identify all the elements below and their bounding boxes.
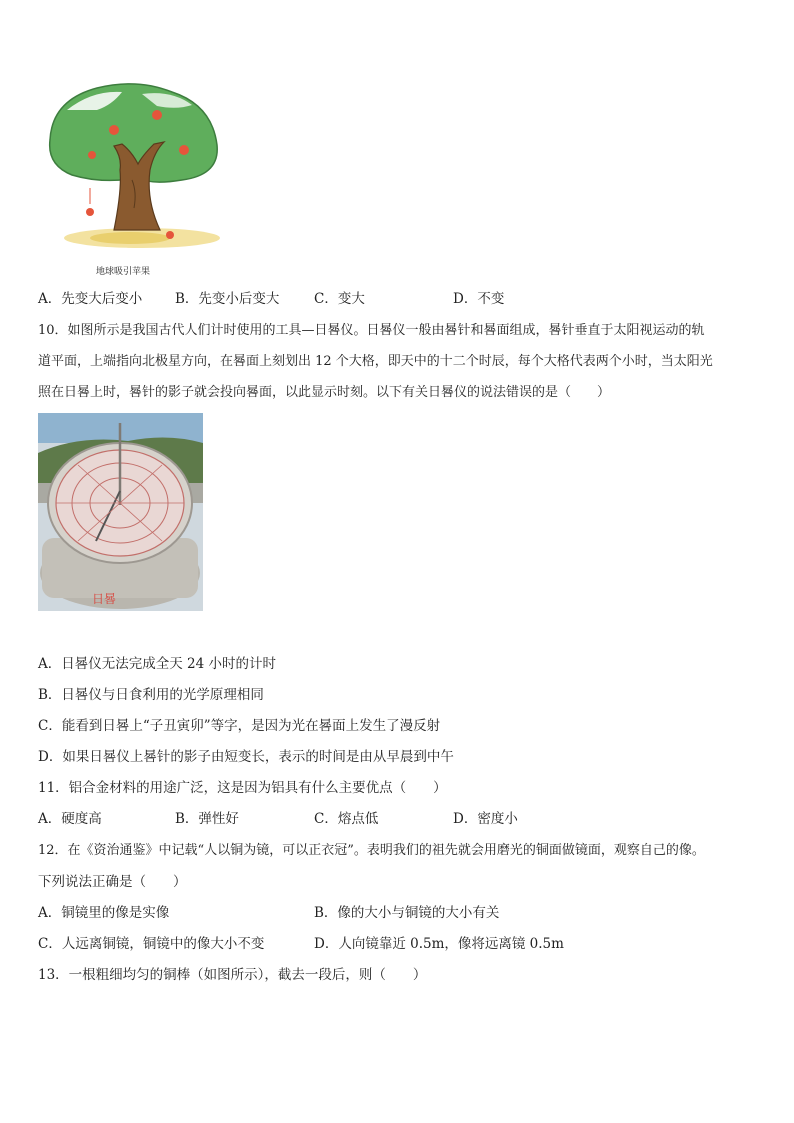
q10-stem-line-2: 道平面，上端指向北极星方向，在晷面上刻划出 12 个大格，即天中的十二个时辰，每个大格代表两个小时，当太阳光 — [38, 354, 713, 369]
figure-caption: 地球吸引苹果 — [96, 267, 151, 277]
q11-option-a: A．硬度高 — [38, 811, 102, 827]
q12-stem-line-1: 12．在《资治通鉴》中记载“人以铜为镜，可以正衣冠”。表明我们的祖先就会用磨光的铜面做镜面，观察自己的像。 — [38, 843, 705, 858]
q10-option-d: D．如果日晷仪上晷针的影子由短变长，表示的时间是由从早晨到中午 — [38, 749, 454, 765]
q12-stem-line-2: 下列说法正确是（ ） — [38, 874, 187, 890]
q10-option-a: A．日晷仪无法完成全天 24 小时的计时 — [38, 656, 277, 672]
q9-option-a: A．先变大后变小 — [38, 291, 143, 307]
sundial-illustration — [38, 413, 203, 611]
q12-option-d: D．人向镜靠近 0.5m，像将远离镜 0.5m — [314, 936, 564, 952]
q10-stem-line-3: 照在日晷上时，晷针的影子就会投向晷面，以此显示时刻。以下有关日晷仪的说法错误的是（ ） — [38, 385, 611, 400]
q9-option-d: D．不变 — [453, 291, 505, 307]
q11-option-b: B．弹性好 — [175, 811, 239, 827]
sundial-label: 日晷 — [92, 592, 117, 606]
apple-tree-figure — [42, 80, 222, 260]
q11-option-c: C．熔点低 — [314, 811, 379, 827]
q10-stem-line-1: 10．如图所示是我国古代人们计时使用的工具—日晷仪。日晷仪一般由晷针和晷面组成，晷针垂直于太阳视运动的轨 — [38, 323, 705, 338]
q11-stem: 11．铝合金材料的用途广泛，这是因为铝具有什么主要优点（ ） — [38, 780, 447, 796]
q9-option-c: C．变大 — [314, 291, 365, 307]
q12-option-b: B．像的大小与铜镜的大小有关 — [314, 905, 500, 921]
q11-option-d: D．密度小 — [453, 811, 518, 827]
apple-tree-illustration — [42, 80, 222, 260]
q10-option-b: B．日晷仪与日食利用的光学原理相同 — [38, 687, 264, 703]
q9-option-b: B．先变小后变大 — [175, 291, 280, 307]
q13-stem: 13．一根粗细均匀的铜棒（如图所示），截去一段后，则（ ） — [38, 967, 427, 983]
q10-option-c: C．能看到日晷上“子丑寅卯”等字，是因为光在晷面上发生了漫反射 — [38, 718, 441, 734]
q12-option-c: C．人远离铜镜，铜镜中的像大小不变 — [38, 936, 265, 952]
sundial-photo — [38, 413, 203, 611]
q12-option-a: A．铜镜里的像是实像 — [38, 905, 170, 921]
